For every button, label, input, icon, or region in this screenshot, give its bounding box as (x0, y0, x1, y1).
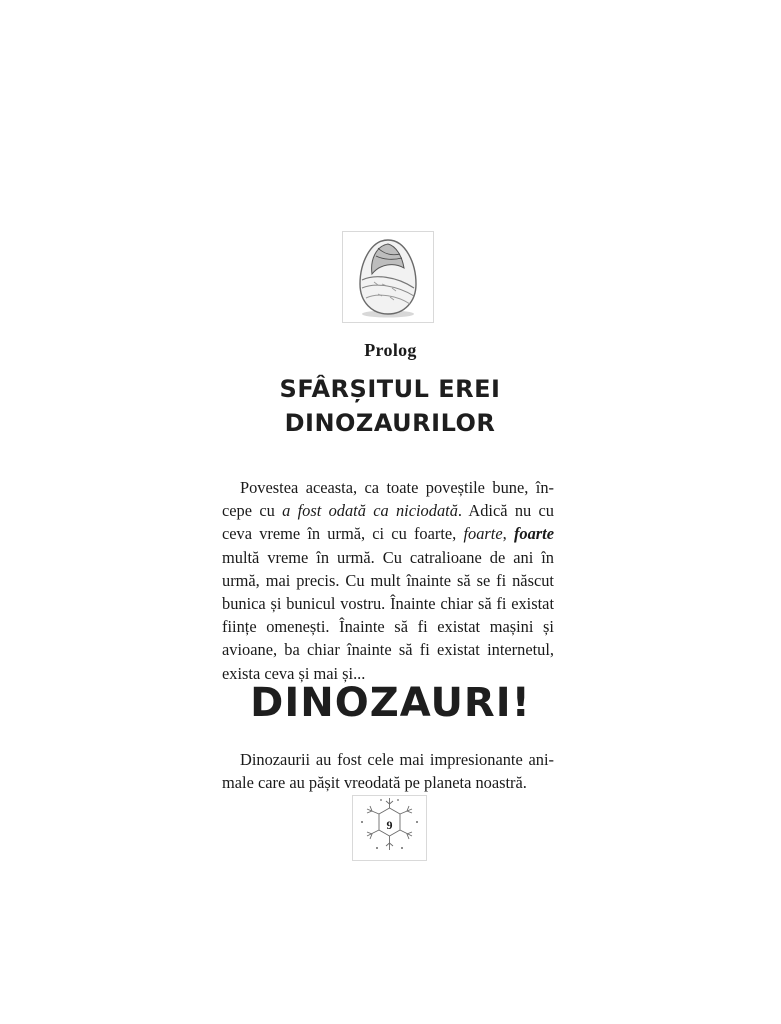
dinosaur-egg-icon (348, 234, 428, 320)
chapter-label: Prolog (364, 340, 417, 360)
chapter-title (240, 372, 540, 440)
paragraph-text: Dinozaurii au fost cele mai impresionante animale care au pășit vreodată pe planeta noastră. (222, 750, 554, 793)
italic-phrase: a fost odată ca niciodată (282, 501, 458, 521)
body-paragraph (222, 476, 554, 685)
chapter-title-line: SFÂRȘITUL EREI (279, 375, 501, 403)
page-number-ornament (352, 795, 427, 861)
bold-italic-word: foarte (513, 524, 554, 544)
italic-word: foarte (463, 524, 503, 544)
exclamation-heading: DINOZAURI! (250, 680, 531, 726)
paragraph-text: . Adică nu cu ceva vreme în urmă, ci cu foarte, (222, 501, 554, 544)
paragraph-text: , (502, 524, 514, 544)
page-number: 9 (386, 818, 393, 832)
chapter-title-line: DINOZAURILOR (284, 409, 496, 437)
egg-illustration (342, 231, 434, 323)
body-paragraph (222, 748, 554, 794)
paragraph-text: multă vreme în urmă. Cu catralioane de ani în urmă, mai precis. Cu mult înainte să se fi născut bunica și bunicul vostru. Înainte chiar să fi existat ființe omenești. Înainte să fi existat mașini și avioane, ba chiar înainte să fi existat internetul, exista ceva și mai și... (222, 547, 554, 683)
paragraph-text: Povestea aceasta, ca toate poveștile bune, începe cu (222, 478, 554, 521)
